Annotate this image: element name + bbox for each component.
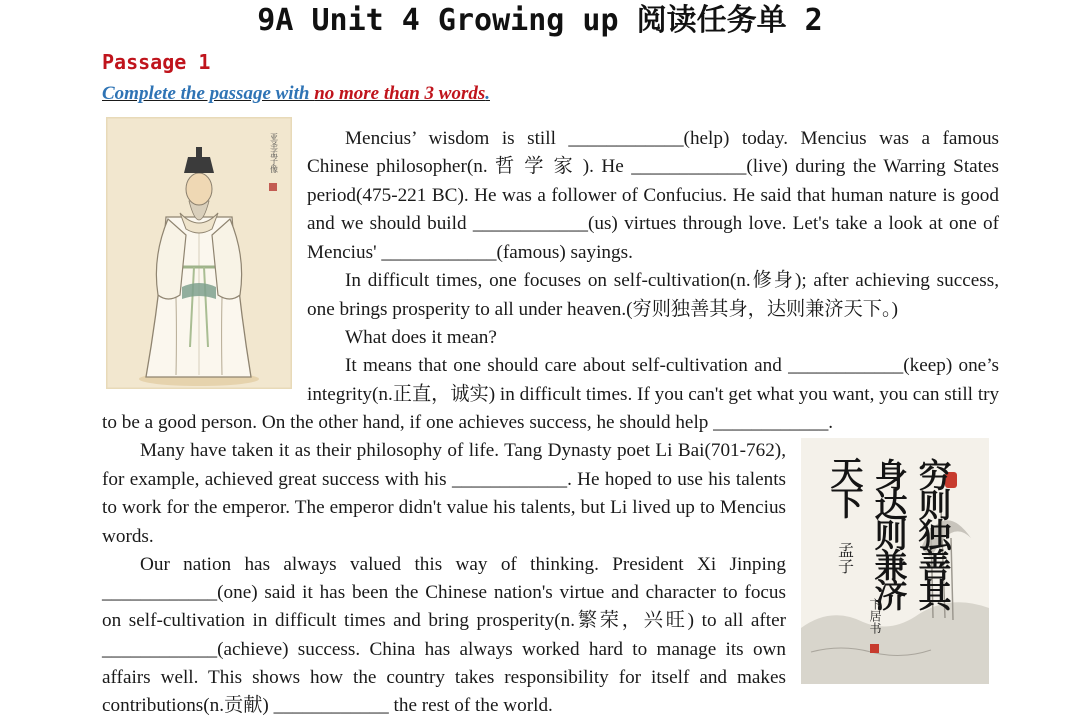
calligraphy-author: 孟子 [835,542,855,574]
passage-line-7: one brings prosperity to all under heaven.(穷则独善其身，达则兼济天下。) [307,299,898,320]
passage-line-3: period(475-221 BC). He was a follower of Confucius. He said that human nature is good [307,185,999,206]
passage-line-19: ____________(achieve) success. China has always worked hard to manage its own [102,639,786,660]
passage-line-13: for example, achieved great success with his ____________. He hoped to use his talents [102,469,786,490]
passage-line-12: Many have taken it as their philosophy of life. Tang Dynasty poet Li Bai(701-762), [140,440,786,461]
calligraphy-image [801,438,989,684]
passage-line-8: What does it mean? [345,327,497,348]
passage-line-10: integrity(n.正直，诚实) in difficult times. If you can't get what you want, you can still try [307,384,1000,405]
calligraphy-col3: 天下 [825,456,865,516]
passage-line-18: on self-cultivation in difficult times and bring prosperity(n.繁荣，兴旺) to all after [102,610,786,631]
mencius-portrait-image [106,117,292,389]
instruction [102,83,490,105]
calligraphy-col1: 穷则独善其 [913,458,953,608]
passage-line-11: to be a good person. On the other hand, if one achieves success, he should help ____________. [102,412,834,433]
instruction-part3: . [485,83,490,104]
passage-line-16: Our nation has always valued this way of thinking. President Xi Jinping [140,554,786,575]
calligraphy-signature: 卞居书 [868,598,882,634]
passage-line-14: to work for the emperor. The emperor didn't value his talents, but Li lived up to Mencius [102,497,786,518]
passage-line-9: It means that one should care about self-cultivation and ____________(keep) one’s [345,355,999,376]
page-title: 9A Unit 4 Growing up 阅读任务单 2 [257,3,823,38]
passage-line-15: words. [102,526,154,547]
passage-line-6: In difficult times, one focuses on self-cultivation(n.修身); after achieving success, [345,270,999,291]
passage-line-4: and we should build ____________(us) virtues through love. Let's take a look at one of [307,213,999,234]
passage-line-5: Mencius' ____________(famous) sayings. [307,242,633,263]
calligraphy-col2: 身达则兼济 [869,458,909,608]
section-label: Passage 1 [102,50,211,74]
passage-line-17: ____________(one) said it has been the Chinese nation's virtue and character to focus [102,582,786,603]
instruction-part2: no more than 3 words [314,83,486,104]
passage-line-20: affairs well. This shows how the country takes responsibility for itself and makes [102,667,786,688]
instruction-part1: Complete the passage with [102,83,315,104]
passage-line-2: Chinese philosopher(n. 哲 学 家 ). He ____________(live) during the Warring States [307,156,999,177]
passage-line-1: Mencius’ wisdom is still ____________(help) today. Mencius was a famous [345,128,999,149]
passage-line-21: contributions(n.贡献) ____________ the rest of the world. [102,695,553,716]
portrait-caption: 亚圣孟子像 [269,133,279,173]
